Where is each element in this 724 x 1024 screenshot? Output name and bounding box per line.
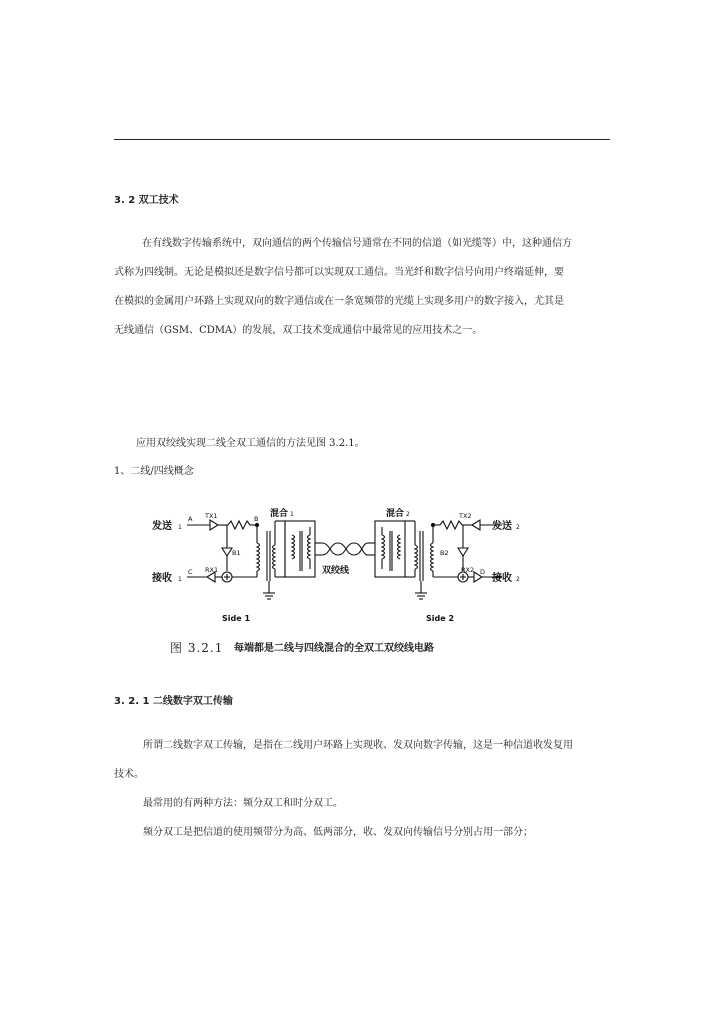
concept-heading: 1、二线/四线概念 [114,466,194,477]
hybrid-2-sub: 2 [406,511,410,518]
b2-label: B2 [440,549,449,557]
winding-1b-icon [273,545,276,569]
winding-1a-icon [257,543,260,571]
tx1-amplifier-icon [210,520,218,530]
twisted-pair-label: 双绞线 [322,566,350,576]
subsection-para-line-2: 技术。 [114,769,144,780]
subsection-para-line-1: 所谓二线数字双工传输，是指在二线用户环路上实现收、发双向数字传输，这是一种信道收发复用 [143,740,573,751]
send-2-sub: 2 [516,524,520,531]
recv-2-sub: 2 [516,576,520,583]
winding-2a-icon [431,543,434,571]
recv-1-sub: 1 [178,576,182,583]
resistor-2-icon [440,521,462,529]
paragraph-line-3: 在模拟的金属用户环路上实现双向的数字通信或在一条宽频带的光缆上实现多用户的数字接入，尤其是 [114,296,564,307]
node-b-label: B [254,515,259,523]
tx2-amplifier-icon [472,520,480,530]
hybrid-1-sub: 1 [290,511,294,518]
side-1-label: Side 1 [222,614,251,623]
hybrid-circuit-diagram [150,505,540,630]
send-1-label: 发送 [152,521,172,532]
section-heading: 3. 2 双工技术 [114,195,179,206]
b1-amplifier-icon [222,548,232,556]
recv-2-label: 接收 [492,573,512,584]
hybrid-1-label: 混合 [270,509,289,519]
b1-label: B1 [232,549,241,557]
node-a-label: A [188,515,193,523]
winding-2b-icon [415,545,418,569]
side-2-label: Side 2 [426,614,455,623]
rx1-label: RX1 [205,566,219,574]
recv-1-label: 接收 [152,573,172,584]
figure-caption-text: 每端都是二线与四线混合的全双工双绞线电路 [234,643,434,654]
paragraph-line-2: 式称为四线制。无论是模拟还是数字信号都可以实现双工通信。当光纤和数字信号向用户终端延伸，要 [114,267,564,278]
rx2-label: RX2 [461,566,475,574]
tx1-label: TX1 [205,512,218,520]
node-d-label: D [480,568,486,576]
paragraph-line-4: 无线通信（GSM、CDMA）的发展，双工技术变成通信中最常见的应用技术之一。 [114,325,483,336]
send-1-sub: 1 [178,524,182,531]
methods-sentence: 最常用的有两种方法：频分双工和时分双工。 [143,798,343,809]
fdd-sentence: 频分双工是把信道的使用频带分为高、低两部分，收、发双向传输信号分别占用一部分； [143,827,533,838]
paragraph-line-1: 在有线数字传输系统中，双向通信的两个传输信号通常在不同的信道（如光缆等）中，这种通信方 [142,238,572,249]
subsection-heading: 3. 2. 1 二线数字双工传输 [114,696,233,707]
figure-caption-label: 图 3.2.1 [170,641,224,655]
b2-amplifier-icon [458,548,468,556]
hybrid-2-label: 混合 [386,509,405,519]
header-rule [114,139,610,140]
intro-sentence: 应用双绞线实现二线全双工通信的方法见图 3.2.1。 [136,438,365,449]
send-2-label: 发送 [492,521,512,532]
resistor-1-icon [228,521,250,529]
twisted-pair-b-icon [322,543,368,555]
node-c-label: C [188,568,193,576]
tx2-label: TX2 [459,512,472,520]
